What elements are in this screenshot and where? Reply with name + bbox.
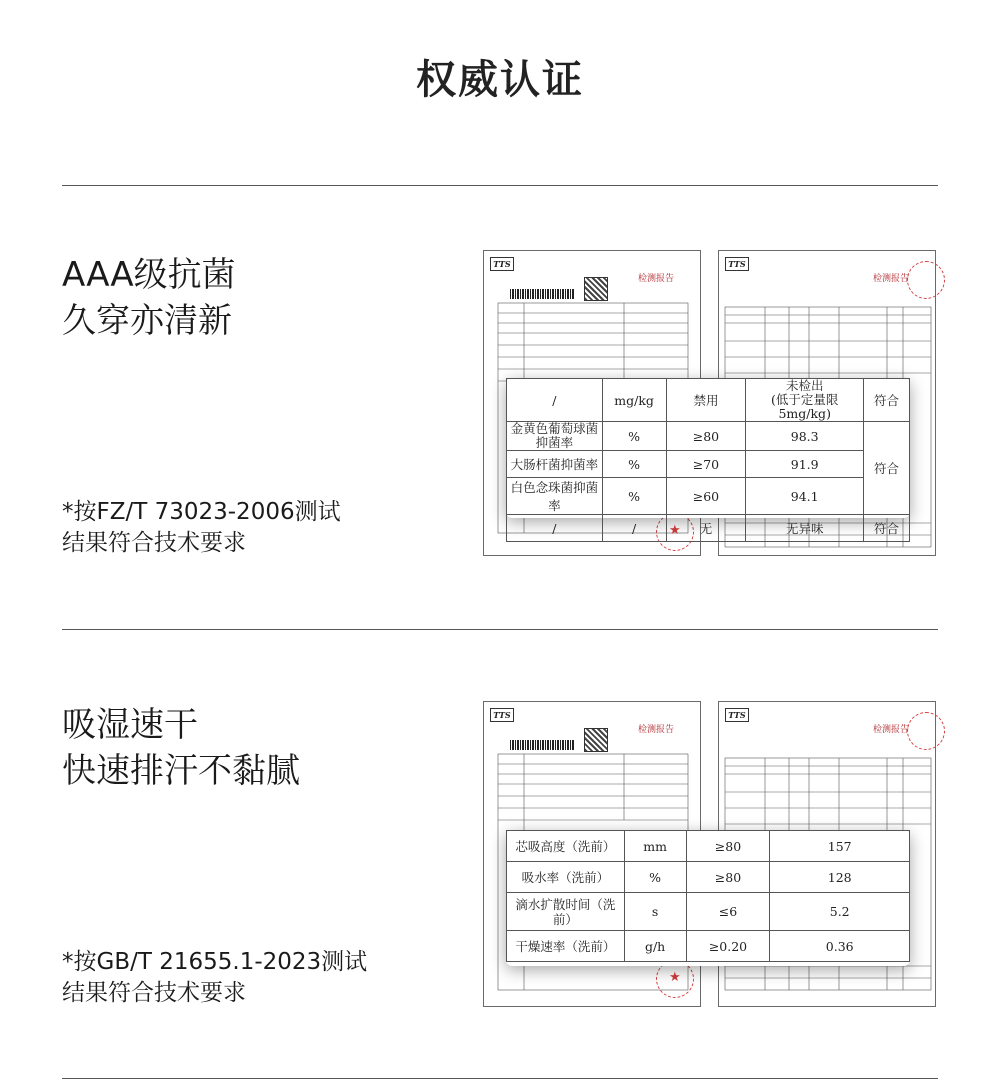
section2-note [62, 947, 367, 1009]
section2-result-table [506, 830, 910, 966]
tts-logo: TTS [490, 708, 514, 722]
cell-requirement: 禁用 [666, 379, 746, 422]
report-title: 检测报告 [637, 725, 674, 735]
cell-result: 94.1 [746, 478, 864, 515]
section1-headline-line2: 久穿亦清新 [62, 301, 232, 341]
section1-headline [62, 252, 236, 344]
cell-requirement: ≥80 [686, 831, 770, 862]
cell-requirement: ≥60 [666, 478, 746, 515]
cell-result: 5.2 [770, 893, 910, 931]
cell-item: 白色念珠菌抑菌率 [507, 478, 603, 515]
cell-unit: % [602, 478, 666, 515]
tts-logo: TTS [490, 257, 514, 271]
cell-requirement: ≥70 [666, 451, 746, 478]
cell-requirement: ≤6 [686, 893, 770, 931]
cell-requirement: ≥80 [686, 862, 770, 893]
red-seal: ★ [656, 960, 694, 998]
page-title: 权威认证 [416, 57, 584, 103]
cell-unit: / [602, 515, 666, 542]
section1-headline-line1: AAA级抗菌 [62, 255, 236, 295]
cell-result: 无异味 [746, 515, 864, 542]
cell-unit: s [624, 893, 686, 931]
cell-unit: % [624, 862, 686, 893]
cell-verdict: 符合 [864, 379, 910, 422]
report-title: 检测报告 [637, 274, 674, 284]
cell-requirement: 无 [666, 515, 746, 542]
cell-item: 金黄色葡萄球菌抑菌率 [507, 422, 603, 451]
divider-bottom [62, 1078, 938, 1079]
cell-item: 吸水率（洗前） [507, 862, 625, 893]
cell-verdict: 符合 [864, 515, 910, 542]
cell-unit: g/h [624, 931, 686, 962]
cell-result: 128 [770, 862, 910, 893]
report-title: 检测报告 [872, 274, 909, 284]
section2-headline [62, 702, 300, 794]
tts-logo: TTS [725, 257, 749, 271]
cell-result: 157 [770, 831, 910, 862]
cell-item: / [507, 515, 603, 542]
cell-unit: % [602, 422, 666, 451]
section1-note-line2: 结果符合技术要求 [62, 530, 246, 556]
section2-note-line2: 结果符合技术要求 [62, 980, 246, 1006]
cell-unit: mm [624, 831, 686, 862]
cell-verdict-merged: 符合 [864, 422, 910, 515]
section1-note [62, 497, 341, 559]
cell-item: 芯吸高度（洗前） [507, 831, 625, 862]
cell-result: 未检出 (低于定量限5mg/kg) [746, 379, 864, 422]
tts-logo: TTS [725, 708, 749, 722]
report-title: 检测报告 [872, 725, 909, 735]
red-seal [907, 261, 945, 299]
cell-result: 0.36 [770, 931, 910, 962]
section2-headline-line1: 吸湿速干 [62, 705, 198, 745]
section1-note-line1: *按FZ/T 73023-2006测试 [62, 499, 341, 525]
divider-middle [62, 629, 938, 630]
cell-item: 滴水扩散时间（洗前） [507, 893, 625, 931]
cell-unit: % [602, 451, 666, 478]
red-seal: ★ [656, 513, 694, 551]
section1-result-table [506, 378, 910, 536]
red-seal [907, 712, 945, 750]
cell-result: 98.3 [746, 422, 864, 451]
divider-top [62, 185, 938, 186]
cell-result: 91.9 [746, 451, 864, 478]
cell-item: 大肠杆菌抑菌率 [507, 451, 603, 478]
cell-requirement: ≥80 [666, 422, 746, 451]
cell-unit: mg/kg [602, 379, 666, 422]
cell-item: / [507, 379, 603, 422]
cell-item: 干燥速率（洗前） [507, 931, 625, 962]
cell-requirement: ≥0.20 [686, 931, 770, 962]
section2-headline-line2: 快速排汗不黏腻 [62, 751, 300, 791]
section2-note-line1: *按GB/T 21655.1-2023测试 [62, 949, 368, 975]
